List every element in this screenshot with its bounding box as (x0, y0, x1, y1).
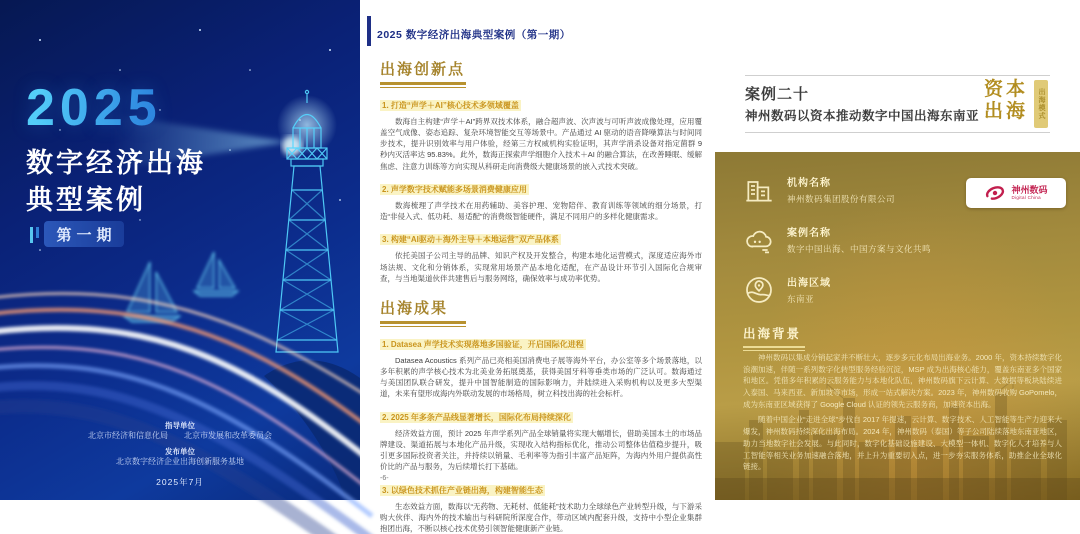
item-body: 数海梳理了声学技术在用药辅助、美容护理、宠物陪伴、教育训练等领域的细分场景，打造“非侵入式、低功耗、易适配”的消费级智能硬件，满足不同用户的多样化健康需求。 (380, 200, 702, 223)
cloud-icon (743, 224, 775, 256)
section-underline (380, 326, 466, 327)
publish-unit-label: 发布单位 (0, 446, 360, 457)
cover-title-line1: 数字经济出海 (26, 141, 206, 180)
result-item (380, 407, 702, 473)
section-title-innovation: 出海创新点 (380, 58, 465, 79)
content-page (360, 0, 715, 500)
background-title: 出海背景 (743, 324, 801, 342)
background-section (743, 324, 805, 351)
page-header: 2025 数字经济出海典型案例（第一期） (377, 27, 571, 42)
case-title: 神州数码以资本推动数字中国出海东南亚 (745, 106, 979, 124)
field-value: 东南亚 (787, 293, 831, 305)
item-body: 生态效益方面，数海以“无药物、无耗材、低能耗”技术助力全球绿色产业转型升级，与下游采购大伙伴、海内外的技术输出与科研院所深度合作，带动区域内配套升级，支持中小型企业集群抱团出海，不断以核心技术优势引领智能健康新产业链。 (380, 501, 702, 534)
item-heading: 1. Datasea 声学技术实现落地多国验证，开启国际化进程 (380, 339, 586, 350)
capital-badge (984, 79, 1028, 124)
logo-swirl-icon (984, 182, 1006, 204)
cover-year: 2025 (26, 78, 162, 138)
case-page (715, 0, 1080, 500)
mode-strip (1034, 80, 1048, 128)
logo-name: 神州数码 (1011, 186, 1047, 196)
section-underline (380, 321, 466, 324)
publish-unit-org: 北京数字经济企业出海创新服务基地 (0, 456, 360, 467)
item-heading: 1. 打造“声学＋AI”核心技术多领域覆盖 (380, 100, 521, 111)
item-heading: 3. 构建“AI驱动＋海外主导＋本地运营”双产品体系 (380, 234, 561, 245)
guide-unit-orgs: 北京市经济和信息化局 北京市发展和改革委员会 (0, 430, 360, 441)
background-paragraph-2: 随着中国企业“走进全球”步伐自 2017 年提速，云计算、数字技术、人工智能等生产力迎来大爆发，神州数码持续深化出海布局。2024 年，神州数码（泰国）等子公司陆续落地东南亚地区，助力当地数字社会发展。与此同时，数字化基础设施建设、大模型一体机、数字化人才培养与人工智能等相关业务加速融合落地，并上升为重要切入点，进一步夯实服务体系，助推企业全球化链接。 (743, 414, 1062, 472)
case-number: 案例二十 (745, 83, 809, 104)
section-title-results: 出海成果 (380, 297, 448, 318)
result-item (380, 480, 702, 534)
digital-china-logo (966, 178, 1066, 208)
field-case-name (743, 224, 931, 256)
item-body: Datasea Acoustics 系列产品已亮相美国消费电子展等海外平台，办公室等多个场景落地，以多年积累的声学核心技术为北美业务拓展奠基，获得美国牙科等垂类市场的广泛认可。数海通过与美国团队联合研发，提升中国智能制造的国际影响力，并陆续进入采购机构以及更多大型渠道，未来有望形成海内外联动发展的市场格局，树立科技出海的社会标杆。 (380, 355, 702, 400)
item-body: 依托美国子公司主导的品牌、知识产权及开发整合，构建本地化运营模式，深度适应海外市场法规、文化和分销体系，实现常用场景产品本地化适配，在产品设计环节引入国际化合规审查，与当地渠道伙伴共建售后与服务网络，确保效率与成功率优势。 (380, 250, 702, 284)
section-underline (380, 82, 466, 85)
field-label: 机构名称 (787, 174, 895, 189)
logo-subtitle: Digital China (1011, 195, 1047, 200)
field-label: 出海区域 (787, 274, 831, 289)
badge-line2: 出海 (984, 101, 1028, 123)
mode-strip-label: 出海模式 (1036, 88, 1046, 120)
page-number: -6- (380, 475, 389, 482)
innovation-item (380, 229, 702, 284)
divider-line (745, 75, 1050, 76)
issue-badge: 第一期 (44, 221, 124, 247)
item-body: 数海自主构建“声学＋AI”跨界双技术体系，融合超声波、次声波与可听声波成像处理，应用覆盖空气成像、姿态追踪、复杂环境智能交互等场景中。产品通过 AI 驱动的语音降噪算法与时间同步技术，提升识别效率与用户体验，经第三方权威机构实验证明，其声学消杀设备对指定菌群 9 秒内灭活率达 95.83%。此外，数海正探索声学细胞介入技术＋AI 的融合算法，在改善睡眠、缓解焦虑、注意力训练等方向实现从科研走向消费级大健康场景的嵌入式技术突破。 (380, 116, 702, 172)
building-icon (743, 174, 775, 206)
badge-line1: 资本 (984, 79, 1028, 101)
field-value: 数字中国出海、中国方案与文化共鸣 (787, 243, 931, 255)
innovation-item (380, 179, 702, 223)
innovation-item (380, 95, 702, 172)
case-gold-panel (715, 152, 1080, 500)
issue-badge-bars (30, 227, 39, 243)
divider-line (745, 132, 1050, 133)
item-heading: 2. 2025 年多条产品线显著增长，国际化布局持续深化 (380, 412, 573, 423)
header-accent-bar (367, 16, 371, 46)
sailboat-icons (124, 252, 238, 322)
cover-date: 2025年7月 (0, 476, 360, 488)
section-underline (743, 350, 805, 351)
globe-pin-icon (743, 274, 775, 306)
field-region (743, 274, 831, 306)
section-underline (380, 87, 466, 88)
section-innovation (380, 58, 702, 284)
section-results (380, 297, 702, 534)
item-heading: 3. 以绿色技术抓住产业链出海，构建智能生态 (380, 485, 545, 496)
guide-unit-label: 指导单位 (0, 420, 360, 431)
background-paragraphs (743, 352, 1062, 477)
cover-title-line2: 典型案例 (26, 178, 146, 217)
field-value: 神州数码集团股份有限公司 (787, 193, 895, 205)
field-label: 案例名称 (787, 224, 931, 239)
item-heading: 2. 声学数字技术赋能多场景消费健康应用 (380, 184, 529, 195)
result-item (380, 334, 702, 400)
background-paragraph-1: 神州数码以集成分销起家并不断壮大，逐步多元化布局出海业务。2000 年，资本持续数字化浪潮加速，伴随一系列数字化转型服务经验沉淀，MSP 成为出海核心能力，覆盖东南亚多个国家和地区。凭借多年积累的云服务能力与本地化队伍，神州数码旗下云计算、大数据等板块陆续进入泰国、马来西亚、新加坡等市场，形成一站式解决方案。2023 年，神州数码收购 GoPomelo，成为东南亚区域获得了 Google Cloud 认证的领先云服务商，加速资本出海。 (743, 352, 1062, 410)
item-body: 经济效益方面，预计 2025 年声学系列产品全球销量将实现大幅增长，借助美国本土的市场品牌建设、渠道拓展与本地化产品升级，实现收入结构指标优化，推动公司整体估值稳步提升，吸引更多国际投资者关注，并持续以销量、毛利率等为指引丰富产品矩阵，为海内外用户提供高性价比的产品与服务，为后续增长打下基础。 (380, 428, 702, 473)
cover-page (0, 0, 360, 500)
section-underline (743, 346, 805, 348)
field-institution (743, 174, 895, 206)
